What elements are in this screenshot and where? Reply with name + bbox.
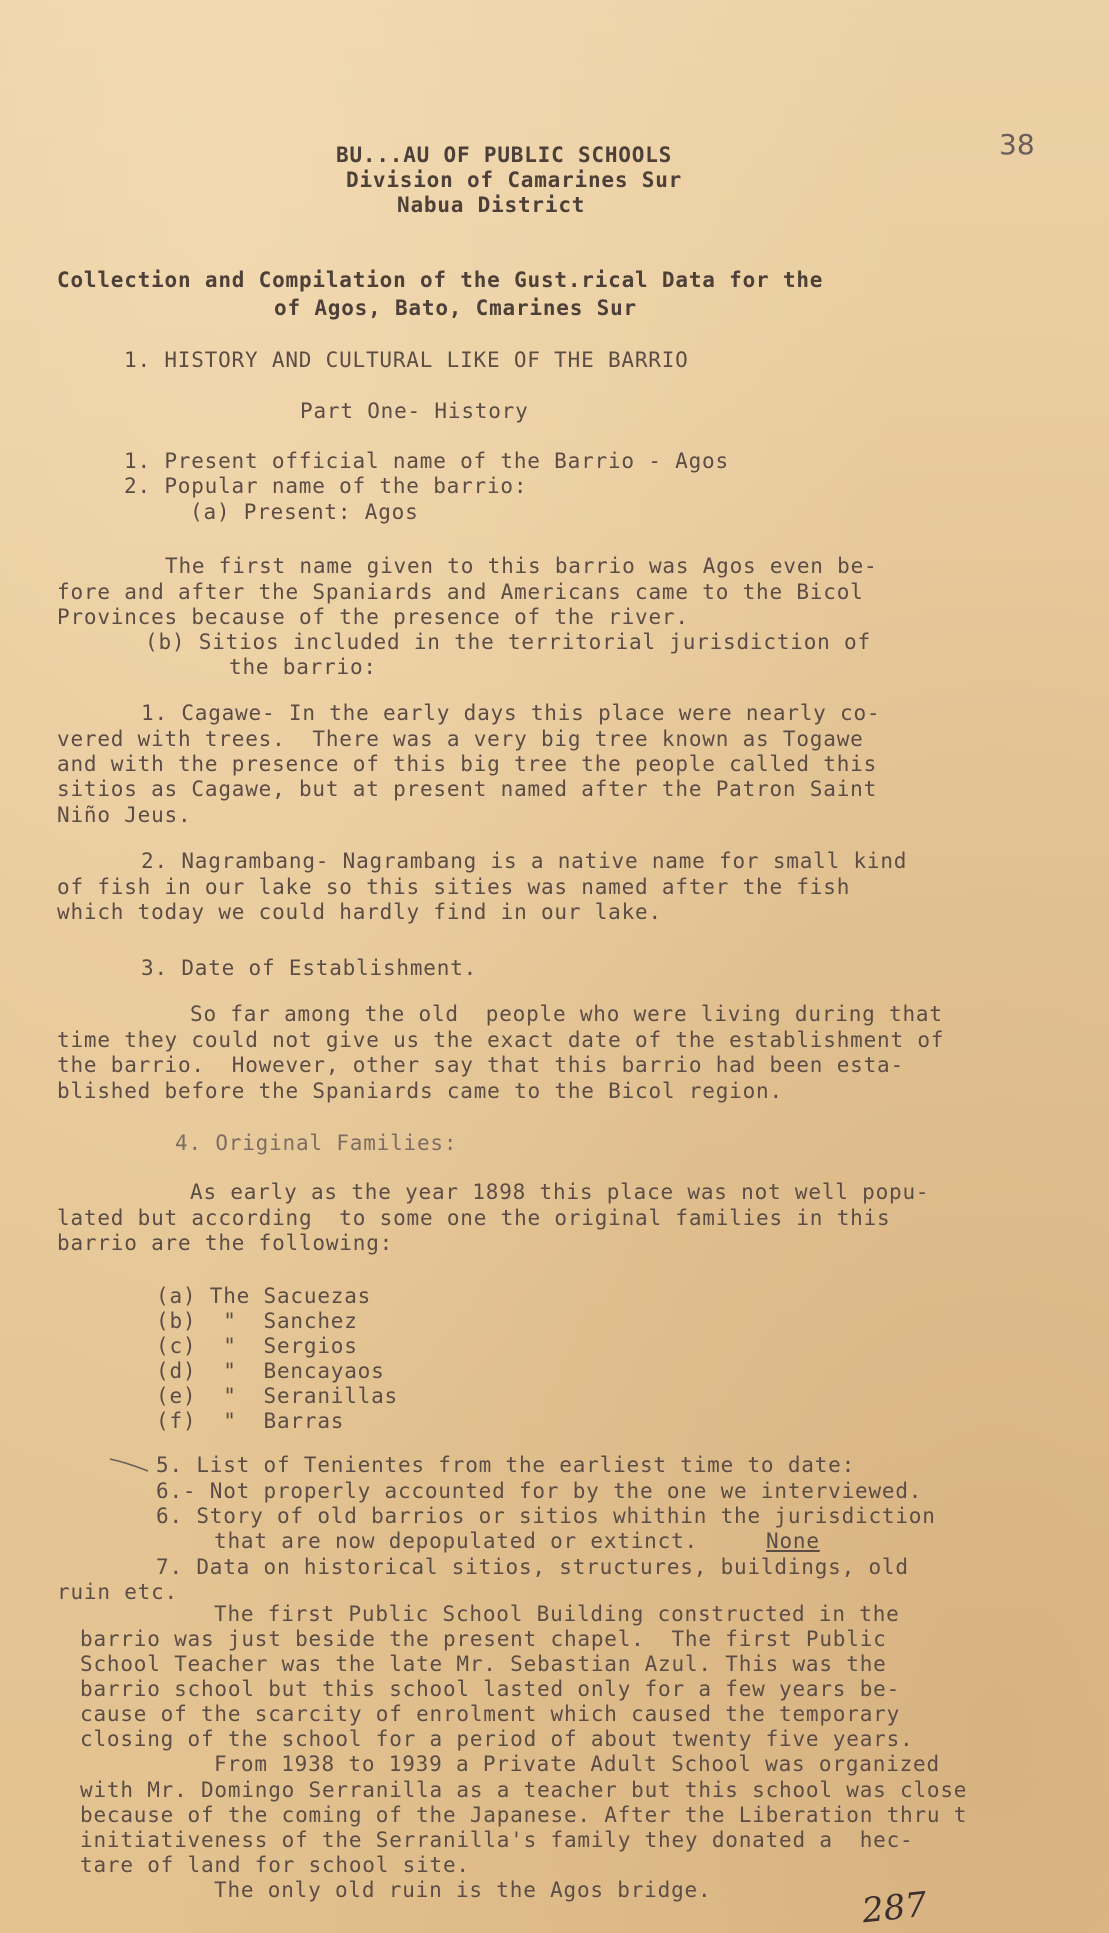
para-5-line-4: blished before the Spaniards came to the Bicol region. <box>57 1079 783 1103</box>
para-2-line-5: Niño Jeus. <box>57 803 192 827</box>
section-heading: 1. HISTORY AND CULTURAL LIKE OF THE BARRIO <box>124 348 689 372</box>
para-3-line-1: 2. Nagrambang- Nagrambang is a native name for small kind <box>141 849 908 873</box>
title-line-1: Collection and Compilation of the Gust.rical Data for the <box>57 268 824 292</box>
closing-line: barrio was just beside the present chapel. The first Public <box>80 1627 887 1651</box>
header-district: Nabua District <box>397 193 586 217</box>
closing-line: closing of the school for a period of about twenty five years. <box>80 1727 914 1751</box>
item-2a: (a) Present: Agos <box>190 500 419 524</box>
item-1: 1. Present official name of the Barrio - Agos <box>124 449 729 473</box>
para-6-heading: 4. Original Families: <box>175 1131 458 1155</box>
para-2-line-2: vered with trees. There was a very big tree known as Togawe <box>57 727 864 751</box>
closing-line: The first Public School Building constructed in the <box>214 1602 900 1626</box>
para-7-line-2: lated but according to some one the original families in this <box>57 1206 891 1230</box>
closing-line: The only old ruin is the Agos bridge. <box>214 1878 712 1902</box>
item-6-line-2: that are now depopulated or extinct. <box>214 1529 698 1553</box>
pencil-stroke <box>108 1455 158 1475</box>
item-5: 5. List of Tenientes from the earliest time to date: <box>156 1453 856 1477</box>
closing-line: with Mr. Domingo Serranilla as a teacher but this school was close <box>80 1778 968 1802</box>
para-1-line-5: the barrio: <box>229 655 377 679</box>
item-6-line-1: 6. Story of old barrios or sitios whithin the jurisdiction <box>156 1504 936 1528</box>
para-4-heading: 3. Date of Establishment. <box>141 956 478 980</box>
closing-line: barrio school but this school lasted only for a few years be- <box>80 1677 901 1701</box>
item-2: 2. Popular name of the barrio: <box>124 474 528 498</box>
header-bureau: BU...AU OF PUBLIC SCHOOLS <box>336 143 673 167</box>
para-1-line-3: Provinces because of the presence of the river. <box>57 605 689 629</box>
para-2-line-4: sitios as Cagawe, but at present named after the Patron Saint <box>57 777 878 801</box>
family-item: (c) " Sergios <box>156 1334 358 1358</box>
closing-line: From 1938 to 1939 a Private Adult School was organized <box>214 1752 940 1776</box>
header-division: Division of Camarines Sur <box>346 168 683 192</box>
para-7-line-1: As early as the year 1898 this place was not well popu- <box>190 1180 930 1204</box>
para-5-line-2: time they could not give us the exact date of the establishment of <box>57 1028 945 1052</box>
item-7-line-1: 7. Data on historical sitios, structures, buildings, old <box>156 1555 909 1579</box>
item-5-note: 6.- Not properly accounted for by the one we interviewed. <box>156 1479 923 1503</box>
family-item: (f) " Barras <box>156 1409 345 1433</box>
closing-line: initiativeness of the Serranilla's family they donated a hec- <box>80 1828 914 1852</box>
para-1-line-4: (b) Sitios included in the territorial jurisdiction of <box>145 630 871 654</box>
closing-line: because of the coming of the Japanese. After the Liberation thru t <box>80 1803 968 1827</box>
page-number: 38 <box>999 128 1035 161</box>
para-5-line-3: the barrio. However, other say that this barrio had been esta- <box>57 1053 904 1077</box>
closing-line: tare of land for school site. <box>80 1853 470 1877</box>
para-3-line-3: which today we could hardly find in our lake. <box>57 900 662 924</box>
part-heading: Part One- History <box>300 399 529 423</box>
para-1-line-1: The first name given to this barrio was Agos even be- <box>165 554 878 578</box>
family-item: (b) " Sanchez <box>156 1309 358 1333</box>
para-2-line-3: and with the presence of this big tree the people called this <box>57 752 878 776</box>
family-item: (d) " Bencayaos <box>156 1359 385 1383</box>
family-item: (e) " Seranillas <box>156 1384 398 1408</box>
item-6-answer: None <box>766 1529 820 1553</box>
handwritten-folio-number: 287 <box>860 1884 929 1932</box>
item-7-line-2: ruin etc. <box>57 1580 178 1604</box>
para-2-line-1: 1. Cagawe- In the early days this place were nearly co- <box>141 701 881 725</box>
para-3-line-2: of fish in our lake so this sities was named after the fish <box>57 875 851 899</box>
family-item: (a) The Sacuezas <box>156 1284 372 1308</box>
closing-line: School Teacher was the late Mr. Sebastian Azul. This was the <box>80 1652 887 1676</box>
para-1-line-2: fore and after the Spaniards and Americans came to the Bicol <box>57 580 864 604</box>
para-7-line-3: barrio are the following: <box>57 1231 394 1255</box>
para-5-line-1: So far among the old people who were living during that <box>190 1002 943 1026</box>
title-line-2: of Agos, Bato, Cmarines Sur <box>274 296 637 320</box>
closing-line: cause of the scarcity of enrolment which caused the temporary <box>80 1702 901 1726</box>
